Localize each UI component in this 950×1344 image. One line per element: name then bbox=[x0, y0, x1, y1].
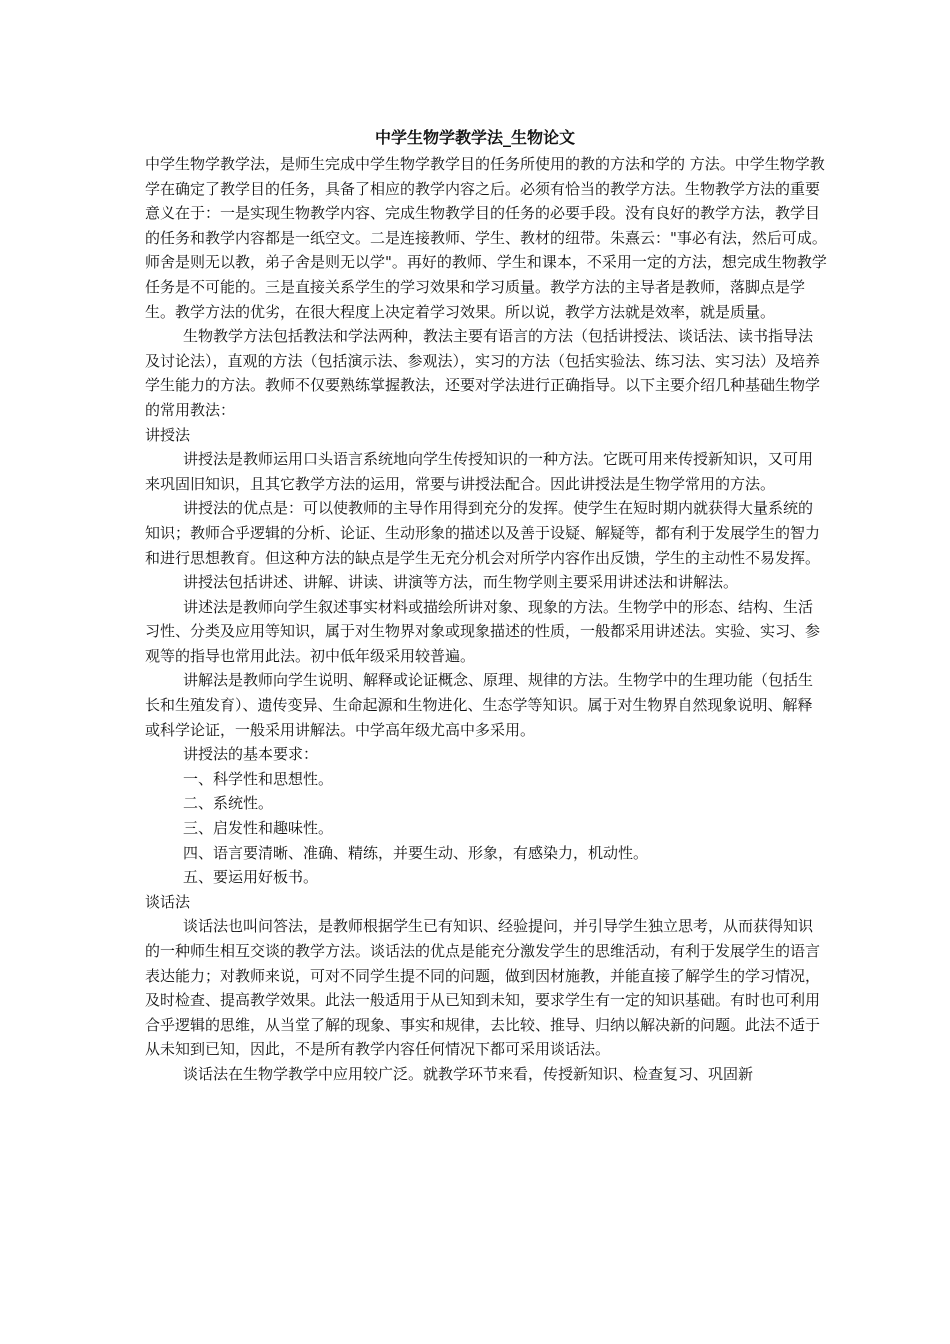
paragraph-heading: 讲授法 bbox=[145, 425, 191, 444]
paragraph: 讲授法的优点是：可以使教师的主导作用得到充分的发挥。使学生在短时期内就获得大量系统的知识；教师合乎逻辑的分析、论证、生动形象的描述以及善于设疑、解疑等，都有利于发展学生的智力和进行思想教育。但这种方法的缺点是学生无充分机会对所学内容作出反馈，学生的主动性不易发挥。 bbox=[145, 499, 821, 567]
paragraph: 讲授法的基本要求： bbox=[183, 745, 319, 764]
paragraph: 生物教学方法包括教法和学法两种，教法主要有语言的方法（包括讲授法、谈话法、读书指导法及讨论法），直观的方法（包括演示法、参观法），实习的方法（包括实验法、练习法、实习法）及培养学生能力的方法。教师不仅要熟练掌握教法，还要对学法进行正确指导。以下主要介绍几种基础生物学的常用教法： bbox=[145, 327, 821, 419]
paragraph: 五、要运用好板书。 bbox=[183, 868, 319, 887]
paragraph-heading: 中学生物学教学法，是师生完成中学生物学教学目的任务所使用的教的方法和学的 方法。中学生物学教学在确定了教学目的任务，具备了相应的教学内容之后。必须有恰当的教学方法。生物教学方法的重要意义在于：一是实现生物教学内容、完成生物教学目的任务的必要手段。没有良好的教学方法，教学目的任务和教学内容都是一纸空文。二是连接教师、学生、教材的纽带。朱熹云："事必有法，然后可成。师舍是则无以教，弟子舍是则无以学"。再好的教师、学生和课本，不采用一定的方法，想完成生物教学任务是不可能的。三是直接关系学生的学习效果和学习质量。教学方法的主导者是教师，落脚点是学生。教学方法的优劣，在很大程度上决定着学习效果。所以说，教学方法就是效率，就是质量。 bbox=[145, 155, 827, 321]
paragraph: 讲述法是教师向学生叙述事实材料或描绘所讲对象、现象的方法。生物学中的形态、结构、生活习性、分类及应用等知识，属于对生物界对象或现象描述的性质，一般都采用讲述法。实验、实习、参观等的指导也常用此法。初中低年级采用较普遍。 bbox=[145, 597, 821, 665]
paragraph: 四、语言要清晰、准确、精练，并要生动、形象，有感染力，机动性。 bbox=[183, 843, 649, 862]
paragraph: 谈话法在生物学教学中应用较广泛。就教学环节来看，传授新知识、检查复习、巩固新 bbox=[183, 1064, 754, 1083]
paragraph: 二、系统性。 bbox=[183, 794, 274, 813]
document-body bbox=[145, 152, 827, 1087]
paragraph: 谈话法也叫问答法，是教师根据学生已有知识、经验提问，并引导学生独立思考，从而获得知识的一种师生相互交谈的教学方法。谈话法的优点是能充分激发学生的思维活动，有利于发展学生的语言表达能力；对教师来说，可对不同学生提不同的问题，做到因材施教，并能直接了解学生的学习情况，及时检查、提高教学效果。此法一般适用于从已知到未知，要求学生有一定的知识基础。有时也可利用合乎逻辑的思维，从当堂了解的现象、事实和规律，去比较、推导、归纳以解决新的问题。此法不适于从未知到已知，因此，不是所有教学内容任何情况下都可采用谈话法。 bbox=[145, 917, 821, 1059]
paragraph: 一、科学性和思想性。 bbox=[183, 769, 334, 788]
paragraph: 三、启发性和趣味性。 bbox=[183, 819, 334, 838]
paragraph: 讲授法包括讲述、讲解、讲读、讲演等方法，而生物学则主要采用讲述法和讲解法。 bbox=[183, 573, 739, 592]
document-title: 中学生物学教学法_生物论文 bbox=[374, 128, 575, 147]
paragraph-heading: 谈话法 bbox=[145, 892, 191, 911]
paragraph: 讲解法是教师向学生说明、解释或论证概念、原理、规律的方法。生物学中的生理功能（包括生长和生殖发育）、遗传变异、生命起源和生物进化、生态学等知识。属于对生物界自然现象说明、解释或科学论证，一般采用讲解法。中学高年级尤高中多采用。 bbox=[145, 671, 814, 739]
paragraph: 讲授法是教师运用口头语言系统地向学生传授知识的一种方法。它既可用来传授新知识，又可用来巩固旧知识，且其它教学方法的运用，常要与讲授法配合。因此讲授法是生物学常用的方法。 bbox=[145, 450, 814, 493]
